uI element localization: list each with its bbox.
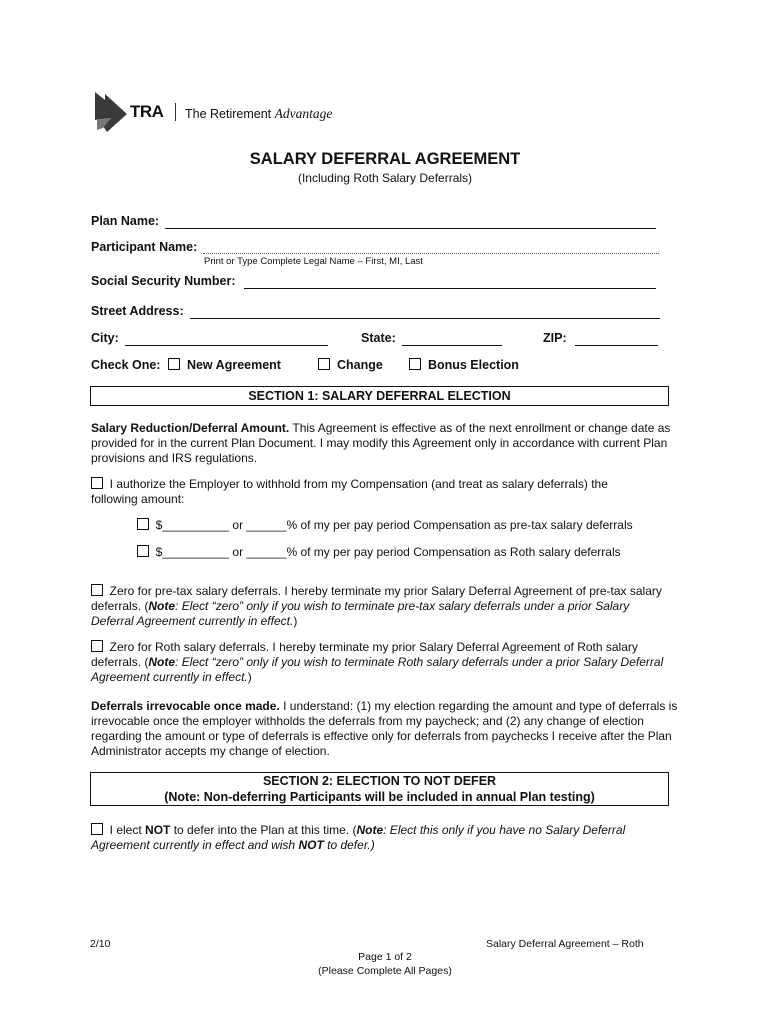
zero-pretax-text: Zero for pre-tax salary deferrals. I hereby terminate my prior Salary Deferral Agreement of pre-tax salary deferrals. ( bbox=[91, 584, 662, 613]
logo-brand: TRA bbox=[130, 102, 164, 121]
section-2-heading: SECTION 2: ELECTION TO NOT DEFER bbox=[262, 774, 497, 788]
plan-name-field[interactable] bbox=[165, 228, 656, 229]
change-label: Change bbox=[336, 358, 383, 372]
option-bonus-election[interactable] bbox=[409, 358, 519, 372]
check-one-label: Check One: bbox=[91, 358, 161, 372]
elect-post: to defer into the Plan at this time. ( bbox=[170, 823, 357, 837]
street-address-field[interactable] bbox=[190, 318, 660, 319]
roth-amount-checkbox[interactable] bbox=[137, 545, 149, 557]
logo-company-name bbox=[185, 106, 332, 122]
footer-date-code: 2/10 bbox=[90, 938, 111, 950]
elect-pre: I elect bbox=[109, 823, 146, 837]
footer-form-name: Salary Deferral Agreement – Roth bbox=[486, 938, 644, 950]
zero-pretax-note-label: Note bbox=[148, 599, 176, 613]
street-address-label: Street Address: bbox=[91, 304, 184, 318]
change-checkbox[interactable] bbox=[318, 358, 330, 370]
irrevocable-title: Deferrals irrevocable once made. bbox=[91, 699, 280, 713]
zip-field[interactable] bbox=[575, 345, 658, 346]
footer-instruction: (Please Complete All Pages) bbox=[318, 965, 452, 977]
authorize-option bbox=[91, 477, 651, 507]
elect-not-defer-option bbox=[91, 823, 671, 853]
authorize-checkbox[interactable] bbox=[91, 477, 103, 489]
elect-note-text: : Elect this only if you have no Salary Deferral Agreement currently in effect and wish bbox=[91, 823, 626, 852]
city-label: City: bbox=[91, 331, 119, 345]
zero-roth-text: Zero for Roth salary deferrals. I hereby terminate my prior Salary Deferral Agreement of Roth salary deferrals. ( bbox=[91, 640, 638, 669]
city-field[interactable] bbox=[125, 345, 328, 346]
logo-name-regular: The Retirement bbox=[185, 107, 272, 121]
footer-page-number: Page 1 of 2 bbox=[358, 951, 412, 963]
zero-pretax-option bbox=[91, 584, 666, 629]
pretax-amount-option bbox=[137, 518, 633, 532]
participant-name-hint: Print or Type Complete Legal Name – First, MI, Last bbox=[204, 256, 423, 267]
zero-roth-checkbox[interactable] bbox=[91, 640, 103, 652]
participant-name-field[interactable] bbox=[203, 253, 659, 254]
zero-pretax-note-text: : Elect “zero” only if you wish to terminate pre-tax salary deferrals under a prior Salary Deferral Agreement currently in effect. bbox=[91, 599, 630, 628]
roth-amount-text[interactable]: $__________ or ______% of my per pay period Compensation as Roth salary deferrals bbox=[155, 545, 621, 559]
elect-not-defer-checkbox[interactable] bbox=[91, 823, 103, 835]
zip-label: ZIP: bbox=[543, 331, 567, 345]
zero-roth-close: ) bbox=[247, 670, 252, 684]
salary-reduction-title: Salary Reduction/Deferral Amount. bbox=[91, 421, 290, 435]
option-new-agreement[interactable] bbox=[168, 358, 281, 372]
pretax-amount-text[interactable]: $__________ or ______% of my per pay period Compensation as pre-tax salary deferrals bbox=[155, 518, 633, 532]
section-2-heading-box bbox=[90, 772, 669, 806]
pretax-amount-checkbox[interactable] bbox=[137, 518, 149, 530]
bonus-election-checkbox[interactable] bbox=[409, 358, 421, 370]
zero-pretax-close: ) bbox=[293, 614, 298, 628]
form-title: SALARY DEFERRAL AGREEMENT bbox=[249, 150, 521, 168]
form-subtitle: (Including Roth Salary Deferrals) bbox=[297, 171, 473, 185]
state-label: State: bbox=[361, 331, 396, 345]
irrevocable-text: I understand: (1) my election regarding the amount and type of deferrals is irrevocable once the employer withholds the deferrals from my paycheck; and (2) any change of election regarding the amount or type of deferrals is effective only for deferrals from paychecks I receive after the Plan Administrator accepts my change of election. bbox=[91, 699, 678, 758]
salary-reduction-text: This Agreement is effective as of the next enrollment or change date as provided for in the current Plan Document. I may modify this Agreement only in accordance with current Plan provisions and IRS regulations. bbox=[91, 421, 671, 465]
company-logo bbox=[93, 90, 353, 134]
elect-note-not: NOT bbox=[298, 838, 324, 852]
participant-name-label: Participant Name: bbox=[91, 240, 198, 254]
state-field[interactable] bbox=[402, 345, 502, 346]
authorize-text: I authorize the Employer to withhold from my Compensation (and treat as salary deferrals) the following amount: bbox=[91, 477, 608, 506]
section-1-heading: SECTION 1: SALARY DEFERRAL ELECTION bbox=[90, 386, 669, 406]
irrevocable-paragraph bbox=[91, 699, 681, 759]
zero-roth-option bbox=[91, 640, 676, 685]
zero-roth-note-text: : Elect “zero” only if you wish to terminate Roth salary deferrals under a prior Salary Deferral Agreement currently in effect. bbox=[91, 655, 664, 684]
salary-reduction-paragraph bbox=[91, 421, 681, 466]
plan-name-label: Plan Name: bbox=[91, 214, 160, 228]
elect-note-end: to defer.) bbox=[323, 838, 375, 852]
bonus-election-label: Bonus Election bbox=[427, 358, 519, 372]
ssn-field[interactable] bbox=[244, 288, 656, 289]
new-agreement-label: New Agreement bbox=[186, 358, 281, 372]
option-change[interactable] bbox=[318, 358, 383, 372]
new-agreement-checkbox[interactable] bbox=[168, 358, 180, 370]
roth-amount-option bbox=[137, 545, 621, 559]
logo-name-italic: Advantage bbox=[274, 106, 333, 121]
section-2-subheading: (Note: Non-deferring Participants will be included in annual Plan testing) bbox=[164, 790, 595, 804]
tra-logo-icon bbox=[93, 90, 129, 134]
elect-not: NOT bbox=[145, 823, 171, 837]
zero-pretax-checkbox[interactable] bbox=[91, 584, 103, 596]
ssn-label: Social Security Number: bbox=[91, 274, 236, 288]
elect-note-label: Note bbox=[356, 823, 384, 837]
zero-roth-note-label: Note bbox=[148, 655, 176, 669]
logo-separator bbox=[175, 103, 176, 121]
